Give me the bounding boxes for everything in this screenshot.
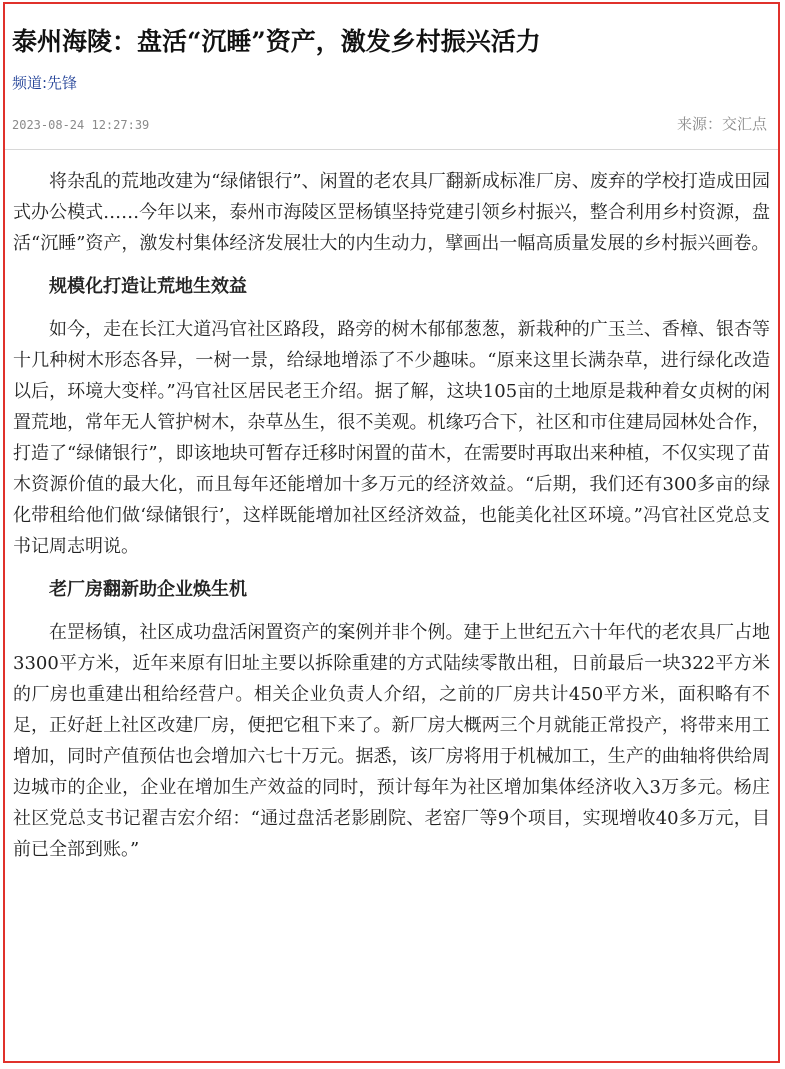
paragraph-section-1: 如今，走在长江大道冯官社区路段，路旁的树木郁郁葱葱，新栽种的广玉兰、香樟、银杏等十几种树木形态各异，一树一景，给绿地增添了不少趣味。“原来这里长满杂草，进行绿化改造以后，环境大变样。”冯官社区居民老王介绍。据了解，这块105亩的土地原是栽种着女贞树的闲置荒地，常年无人管护树木，杂草丛生，很不美观。机缘巧合下，社区和市住建局园林处合作，打造了“绿储银行”，即该地块可暂存迁移时闲置的苗木，在需要时再取出来种植，不仅实现了苗木资源价值的最大化，而且每年还能增加十多万元的经济效益。“后期，我们还有300多亩的绿化带租给他们做‘绿储银行’，这样既能增加社区经济效益，也能美化社区环境。”冯官社区党总支书记周志明说。 <box>13 319 770 557</box>
channel-link[interactable]: 频道:先锋 <box>12 74 78 92</box>
section-heading-2: 老厂房翻新助企业焕生机 <box>49 579 247 600</box>
paragraph-section-2: 在罡杨镇，社区成功盘活闲置资产的案例并非个例。建于上世纪五六十年代的老农具厂占地3300平方米，近年来原有旧址主要以拆除重建的方式陆续零散出租，日前最后一块322平方米的厂房也重建出租给经营户。相关企业负责人介绍，之前的厂房共计450平方米，面积略有不足，正好赶上社区改建厂房，便把它租下来了。新厂房大概两三个月就能正常投产，将带来用工增加，同时产值预估也会增加六七十万元。据悉，该厂房将用于机械加工，生产的曲轴将供给周边城市的企业，企业在增加生产效益的同时，预计每年为社区增加集体经济收入3万多元。杨庄社区党总支书记翟吉宏介绍：“通过盘活老影剧院、老窑厂等9个项目，实现增收40多万元，目前已全部到账。” <box>13 622 770 860</box>
article-title: 泰州海陵：盘活“沉睡”资产，激发乡村振兴活力 <box>12 26 541 56</box>
article-body <box>13 166 770 877</box>
paragraph-intro: 将杂乱的荒地改建为“绿储银行”、闲置的老农具厂翻新成标准厂房、废弃的学校打造成田园式办公模式……今年以来，泰州市海陵区罡杨镇坚持党建引领乡村振兴，整合利用乡村资源，盘活“沉睡”资产，激发村集体经济发展壮大的内生动力，擘画出一幅高质量发展的乡村振兴画卷。 <box>13 171 770 254</box>
article-source: 来源：交汇点 <box>676 115 767 133</box>
header-divider <box>5 149 778 150</box>
publish-date: 2023-08-24 12:27:39 <box>12 118 150 132</box>
section-heading-1: 规模化打造让荒地生效益 <box>49 276 247 297</box>
